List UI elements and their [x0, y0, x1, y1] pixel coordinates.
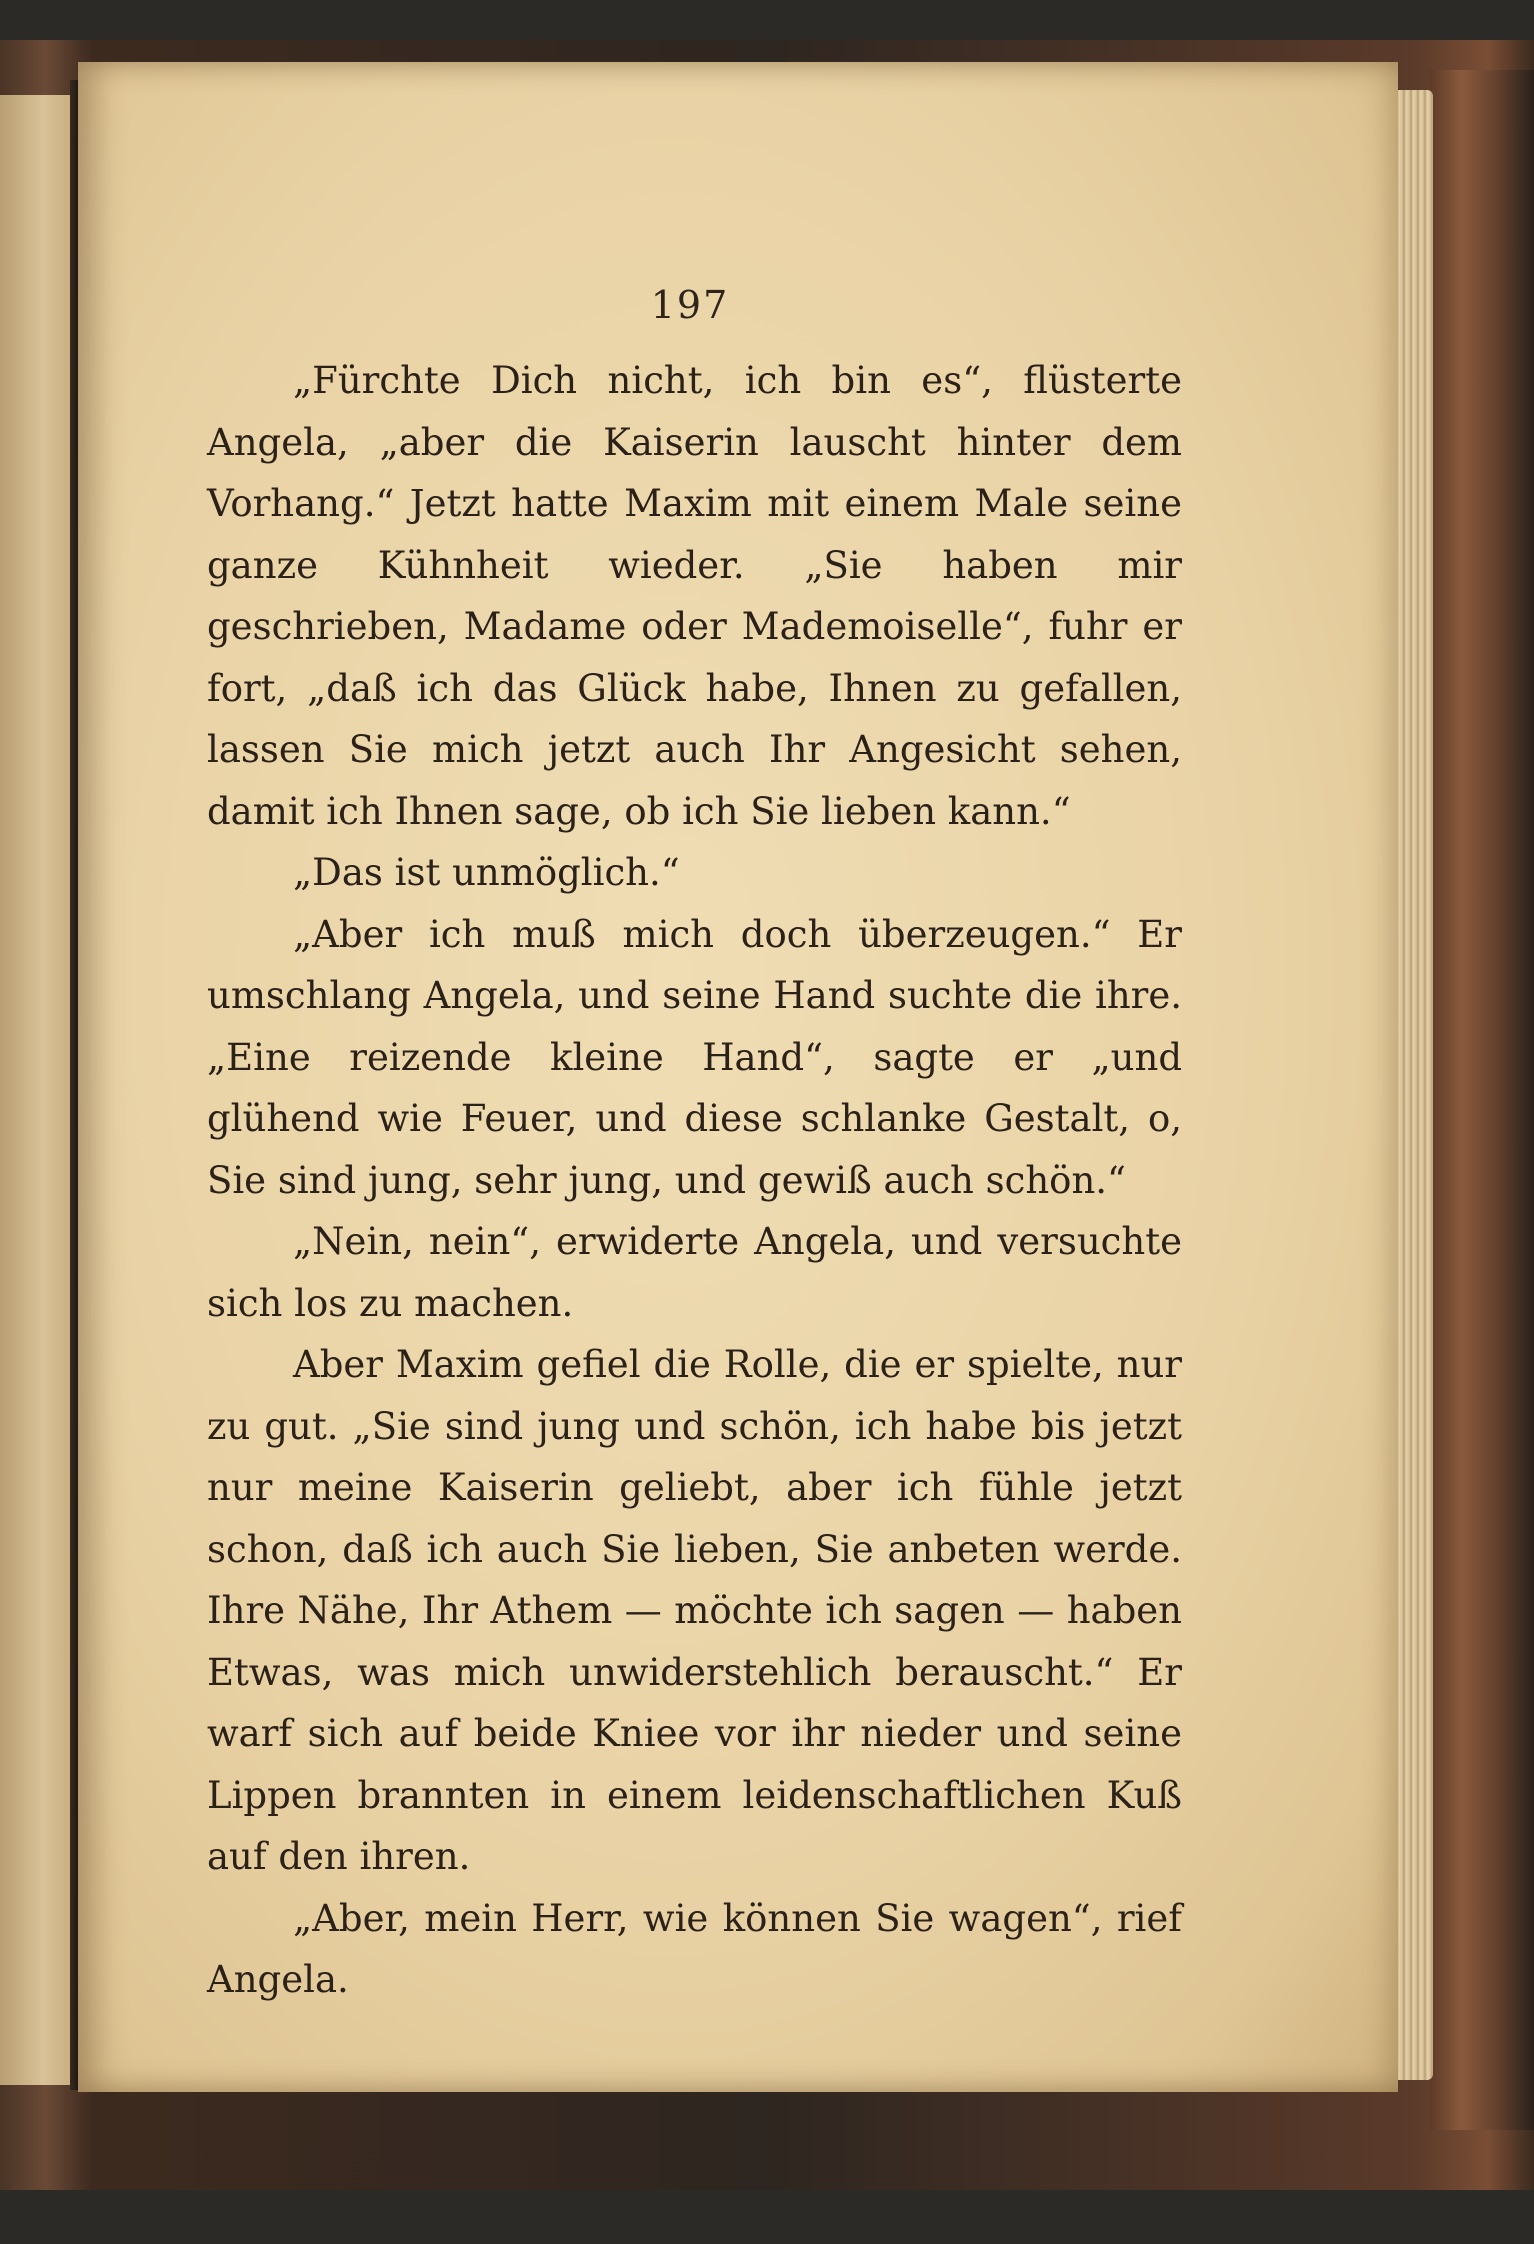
- paragraph-3: „Aber ich muß mich doch überzeugen.“ Er umschlang Angela, und seine Hand suchte die ihre. „Eine reizende kleine Hand“, sagte er „und glühend wie Feuer, und diese schlanke Gestalt, o, Sie sind jung, sehr jung, und gewiß auch schön.“: [207, 912, 1182, 1202]
- book-gutter: [70, 80, 78, 2090]
- book-binding-right: [1430, 70, 1534, 2130]
- page-number: 197: [650, 283, 730, 327]
- paragraph-6: „Aber, mein Herr, wie können Sie wagen“, rief Angela.: [207, 1896, 1182, 2001]
- left-page-edge: [0, 95, 72, 2085]
- paragraph-1: „Fürchte Dich nicht, ich bin es“, flüsterte Angela, „aber die Kaiserin lauscht hinter dem Vorhang.“ Jetzt hatte Maxim mit einem Male seine ganze Kühnheit wieder. „Sie haben mir geschrieben, Madame oder Mademoiselle“, fuhr er fort, „daß ich das Glück habe, Ihnen zu gefallen, lassen Sie mich jetzt auch Ihr Angesicht sehen, damit ich Ihnen sage, ob ich Sie lieben kann.“: [207, 359, 1182, 833]
- paragraph-4: „Nein, nein“, erwiderte Angela, und versuchte sich los zu machen.: [207, 1220, 1182, 1325]
- page-text: [207, 350, 1182, 2011]
- paragraph-5: Aber Maxim gefiel die Rolle, die er spielte, nur zu gut. „Sie sind jung und schön, ich habe bis jetzt nur meine Kaiserin geliebt, aber ich fühle jetzt schon, daß ich auch Sie lieben, Sie anbeten werde. Ihre Nähe, Ihr Athem — möchte ich sagen — haben Etwas, was mich unwiderstehlich berauscht.“ Er warf sich auf beide Kniee vor ihr nieder und seine Lippen brannten in einem leidenschaftlichen Kuß auf den ihren.: [207, 1343, 1182, 1878]
- paragraph-2: „Das ist unmöglich.“: [293, 851, 680, 894]
